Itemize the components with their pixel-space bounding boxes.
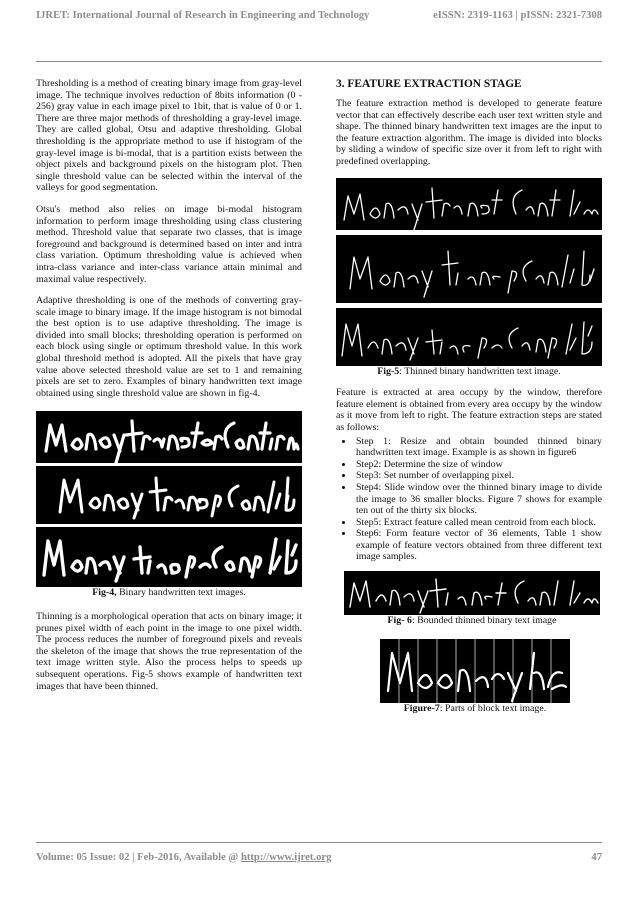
fig5-line-1 xyxy=(336,178,602,230)
fig7-caption-text: : Parts of block text image. xyxy=(439,702,547,714)
fig4-line-3 xyxy=(36,527,302,587)
fig5-caption xyxy=(336,366,602,378)
fig7-caption xyxy=(380,703,570,715)
fig6-caption xyxy=(344,615,600,627)
fig6-caption-text: : Bounded thinned binary text image xyxy=(411,615,557,627)
right-column xyxy=(336,78,602,724)
list-item: • Step3: Set number of overlapping pixel. xyxy=(354,470,602,482)
journal-title: IJRET: International Journal of Research in Engineering and Technology xyxy=(36,10,370,21)
list-item: • Step6: Form feature vector of 36 elements, Table 1 show example of feature vectors obtained from three different text image samples. xyxy=(354,528,602,563)
fig7-caption-label: Figure-7 xyxy=(403,702,440,714)
left-column xyxy=(36,78,302,702)
list-item: • Step 1: Resize and obtain bounded thinned binary handwritten text image. Example is as shown in figure6 xyxy=(354,436,602,459)
section-heading: 3. FEATURE EXTRACTION STAGE xyxy=(336,78,522,90)
fig5-caption-label: Fig-5 xyxy=(377,365,400,377)
figure-4 xyxy=(36,411,302,599)
fig5-line-2 xyxy=(336,235,602,303)
paragraph-adaptive: Adaptive thresholding is one of the methods of converting gray-scale image to binary image. If the image histogram is not bimodal the best option is to use adaptive thresholding. The image is divided into small blocks; thresholding operation is performed on each block using single or optimum threshold value. In this work global threshold method is adopted. All the pixels that have gray value above selected threshold value are set to 1 and remaining pixels are set to zero. Examples of binary handwritten text image obtained using single threshold value are shown in fig-4. xyxy=(36,295,302,399)
paragraph-thresholding: Thresholding is a method of creating binary image from gray-level image. The technique involves reduction of 8bits information (0 - 256) gray value in each image pixel to 1bit, that is value of 0 or 1. There are three major methods of thresholding a gray-level image. They are called global, Otsu and adaptive thresholding. Global thresholding is the appropriate method to use if histogram of the gray-level image is bi-modal, that is a partition exists between the object pixels and background pixels on the histogram plot. Then single threshold value can be selected within the interval of the valleys for good segmentation. xyxy=(36,78,302,194)
fig4-line-1 xyxy=(36,411,302,463)
fig5-line-3 xyxy=(336,308,602,366)
paragraph-feature-method: The feature extraction method is developed to generate feature vector that can effectively describe each user text written style and shape. The thinned binary handwritten text images are the input to the feature extraction algorithm. The image is divided into blocks by sliding a window of specific size over it from left to right with predefined overlapping. xyxy=(336,98,602,167)
running-header xyxy=(36,10,602,34)
running-footer xyxy=(36,852,602,863)
footer-volume: Volume: 05 Issue: 02 | Feb-2016, Available @ http://www.ijret.org xyxy=(36,852,332,863)
paragraph-otsu: Otsu's method also relies on image bi-modal histogram information to perform image thresholding using class clustering method. Threshold value that separate two classes, that is image foreground and background is determined based on inter and intra class variation. Optimum thresholding value is achieved when intra-class variance and inter-class variance attain minimal and maximal value respectively. xyxy=(36,203,302,285)
fig5-caption-text: : Thinned binary handwritten text image. xyxy=(399,365,561,377)
figure-7 xyxy=(380,639,570,715)
journal-url-link[interactable]: http://www.ijret.org xyxy=(240,852,332,863)
page-number: 47 xyxy=(591,852,602,863)
fig4-caption xyxy=(36,587,302,599)
fig6-image xyxy=(344,571,600,615)
fig4-caption-text: Binary handwritten text images. xyxy=(116,587,246,599)
list-item: • Step5: Extract feature called mean centroid from each block. xyxy=(354,517,602,529)
header-rule xyxy=(36,61,602,62)
fig4-caption-label: Fig-4, xyxy=(92,587,117,599)
list-item: • Step2: Determine the size of window xyxy=(354,459,602,471)
issn: eISSN: 2319-1163 | pISSN: 2321-7308 xyxy=(433,10,602,21)
fig6-caption-label: Fig- 6 xyxy=(387,615,412,627)
fig4-line-2 xyxy=(36,466,302,524)
paragraph-feature-steps-intro: Feature is extracted at area occupy by the window, therefore feature element is obtained from every area occupy by the window as it move from left to right. The feature extraction steps are stated as follows: xyxy=(336,387,602,433)
list-item: • Step4: Slide window over the thinned binary image to divide the image to 36 smaller blocks. Figure 7 shows for example ten out of the thirty six blocks. xyxy=(354,482,602,517)
fig7-block-dividers xyxy=(399,639,551,703)
fig7-image xyxy=(380,639,570,703)
steps-list xyxy=(336,436,602,564)
footer-rule xyxy=(36,842,602,843)
paragraph-thinning: Thinning is a morphological operation that acts on binary image; it prunes pixel width of each point in the image to one pixel width. The process reduces the number of foreground pixels and reveals the skeleton of the image that shows the true representation of the text image written style. Also the process helps to speeds up subsequent operations. Fig-5 shows example of handwritten text images that have been thinned. xyxy=(36,611,302,692)
figure-5 xyxy=(336,178,602,378)
figure-6 xyxy=(344,571,600,627)
